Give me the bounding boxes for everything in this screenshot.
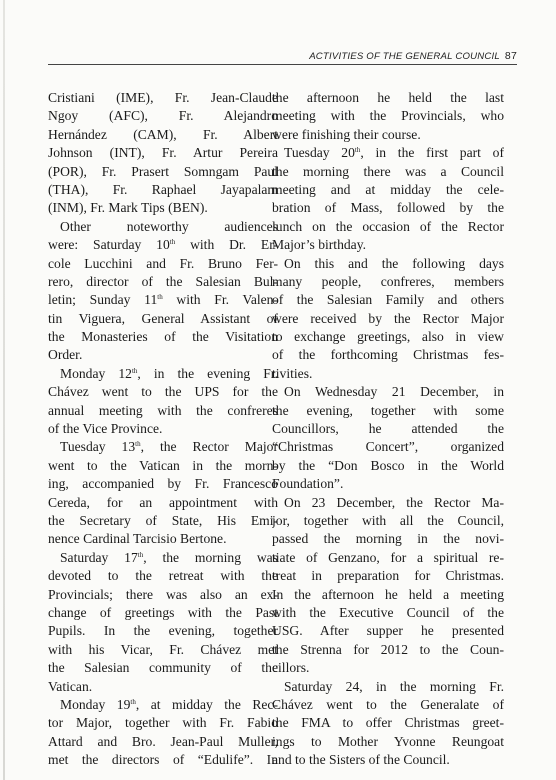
- text-line: Saturday 24, in the morning Fr.: [284, 678, 504, 694]
- text-line: Vatican.: [48, 678, 93, 694]
- text-line: bration of Mass, followed by the: [272, 200, 504, 216]
- text-line: Johnson (INT), Fr. Artur Pereira: [48, 145, 278, 161]
- page-edge-shadow: [3, 0, 5, 780]
- text-line: the afternoon he held the last: [272, 90, 504, 105]
- text-line: of the forthcoming Christmas fes-: [272, 347, 504, 363]
- text-line: meeting and at midday the cele-: [272, 181, 504, 197]
- text-line: change of greetings with the Past: [48, 604, 278, 620]
- text-line: tiate of Genzano, for a spiritual re-: [272, 549, 504, 565]
- text-line: of the Vice Province.: [48, 421, 163, 437]
- text-line: (POR), Fr. Prasert Somngam Paul: [48, 163, 278, 179]
- page-number: 87: [504, 50, 517, 62]
- text-line: [48, 438, 278, 456]
- ordinal-suffix: th: [137, 550, 144, 559]
- text-line: On this and the following days: [284, 255, 504, 271]
- text-line: [272, 144, 504, 162]
- text-line: the FMA to offer Christmas greet-: [272, 715, 504, 731]
- text-line: to exchange greetings, also in view: [272, 329, 504, 345]
- text-segment: Tuesday 20: [284, 145, 355, 161]
- text-line: were finishing their course.: [272, 126, 421, 142]
- text-segment: , in the evening Fr.: [137, 365, 278, 381]
- text-segment: were: Saturday 10: [48, 237, 170, 253]
- text-line: the morning there was a Council: [272, 163, 504, 179]
- text-line: meeting with the Provincials, who: [272, 108, 504, 124]
- text-line: Cristiani (IME), Fr. Jean-Claude: [48, 90, 278, 105]
- text-line: ings to Mother Yvonne Reungoat: [272, 733, 504, 749]
- text-segment: Monday 19: [60, 696, 131, 712]
- text-line: by the “Don Bosco in the World: [272, 457, 504, 473]
- text-segment: , the Rector Major: [140, 439, 278, 455]
- text-line: were received by the Rector Major: [272, 310, 504, 326]
- text-line: In the afternoon he held a meeting: [272, 586, 504, 602]
- text-line: On 23 December, the Rector Ma-: [284, 494, 504, 510]
- text-line: the Strenna for 2012 to the Coun-: [272, 641, 504, 657]
- text-line: Foundation”.: [272, 476, 344, 492]
- header-rule: [48, 64, 517, 65]
- text-segment: letin; Sunday 11: [48, 292, 158, 308]
- text-line: [48, 549, 278, 567]
- text-segment: Monday 12: [60, 365, 132, 381]
- text-line: Ngoy (AFC), Fr. Alejandro: [48, 108, 278, 124]
- text-line: Pupils. In the evening, together: [48, 623, 278, 639]
- text-line: Major’s birthday.: [272, 237, 367, 253]
- text-segment: with Fr. Valen-: [162, 292, 278, 308]
- text-line: ing, accompanied by Fr. Francesco: [48, 476, 278, 492]
- text-line: devoted to the retreat with the: [48, 568, 278, 584]
- ordinal-suffix: th: [157, 293, 163, 302]
- text-line: Provincials; there was also an ex-: [48, 586, 278, 602]
- ordinal-suffix: th: [169, 238, 176, 247]
- text-segment: with Dr. Er-: [175, 237, 278, 253]
- text-line: USG. After supper he presented: [272, 623, 504, 639]
- text-line: treat in preparation for Christmas.: [272, 568, 504, 584]
- text-line: lunch on the occasion of the Rector: [272, 218, 504, 234]
- text-line: Cereda, for an appointment with: [48, 494, 278, 510]
- ordinal-suffix: th: [135, 440, 141, 449]
- text-line: the Salesian community of the: [48, 660, 278, 676]
- text-line: met the directors of “Edulife”. In: [48, 752, 278, 768]
- text-line: [48, 291, 278, 309]
- text-segment: , the morning was: [143, 549, 278, 565]
- text-line: tin Viguera, General Assistant of: [48, 310, 278, 326]
- text-segment: , at midday the Rec-: [135, 696, 278, 712]
- text-line: cole Lucchini and Fr. Bruno Fer-: [48, 255, 278, 271]
- text-line: of the Salesian Family and others: [272, 292, 504, 308]
- text-line: Order.: [48, 347, 83, 363]
- text-line: went to the Vatican in the morn-: [48, 457, 278, 473]
- text-line: [48, 236, 278, 254]
- text-segment: , in the first part of: [360, 145, 504, 161]
- ordinal-suffix: th: [130, 697, 136, 706]
- text-line: Attard and Bro. Jean-Paul Muller,: [48, 733, 278, 749]
- text-line: [48, 696, 278, 714]
- text-segment: Saturday 17: [60, 549, 138, 565]
- section-title: ACTIVITIES OF THE GENERAL COUNCIL: [309, 51, 500, 62]
- text-line: Chávez went to the UPS for the: [48, 384, 278, 400]
- text-line: Other noteworthy audiences: [60, 218, 278, 234]
- text-line: annual meeting with the confreres: [48, 402, 278, 418]
- text-line: passed the morning in the novi-: [272, 531, 504, 547]
- text-line: Chávez went to the Generalate of: [272, 696, 504, 712]
- text-line: Councillors, he attended the: [272, 421, 504, 437]
- text-line: tivities.: [272, 365, 313, 381]
- text-line: nence Cardinal Tarcisio Bertone.: [48, 531, 227, 547]
- left-column: [48, 89, 278, 769]
- text-line: tor Major, together with Fr. Fabio: [48, 715, 278, 731]
- text-line: with the Executive Council of the: [272, 604, 504, 620]
- text-line: [48, 365, 278, 383]
- text-line: rero, director of the Salesian Bul-: [48, 273, 278, 289]
- ordinal-suffix: th: [131, 366, 138, 375]
- text-line: many people, confreres, members: [272, 273, 504, 289]
- text-line: jor, together with all the Council,: [272, 512, 504, 528]
- ordinal-suffix: th: [354, 146, 361, 155]
- running-header: [48, 50, 517, 62]
- text-line: “Christmas Concert”, organized: [272, 439, 504, 455]
- text-line: the Monasteries of the Visitation: [48, 329, 278, 345]
- text-line: and to the Sisters of the Council.: [272, 752, 450, 768]
- text-line: (INM), Fr. Mark Tips (BEN).: [48, 200, 208, 216]
- text-line: the evening, together with some: [272, 402, 504, 418]
- right-column: [272, 89, 504, 769]
- text-line: with his Vicar, Fr. Chávez met: [48, 641, 278, 657]
- text-line: Hernández (CAM), Fr. Albert: [48, 126, 278, 142]
- text-line: cillors.: [272, 660, 310, 676]
- text-segment: Tuesday 13: [60, 439, 136, 455]
- text-line: the Secretary of State, His Emi-: [48, 512, 278, 528]
- text-line: On Wednesday 21 December, in: [284, 384, 504, 400]
- text-line: (THA), Fr. Raphael Jayapalam: [48, 181, 278, 197]
